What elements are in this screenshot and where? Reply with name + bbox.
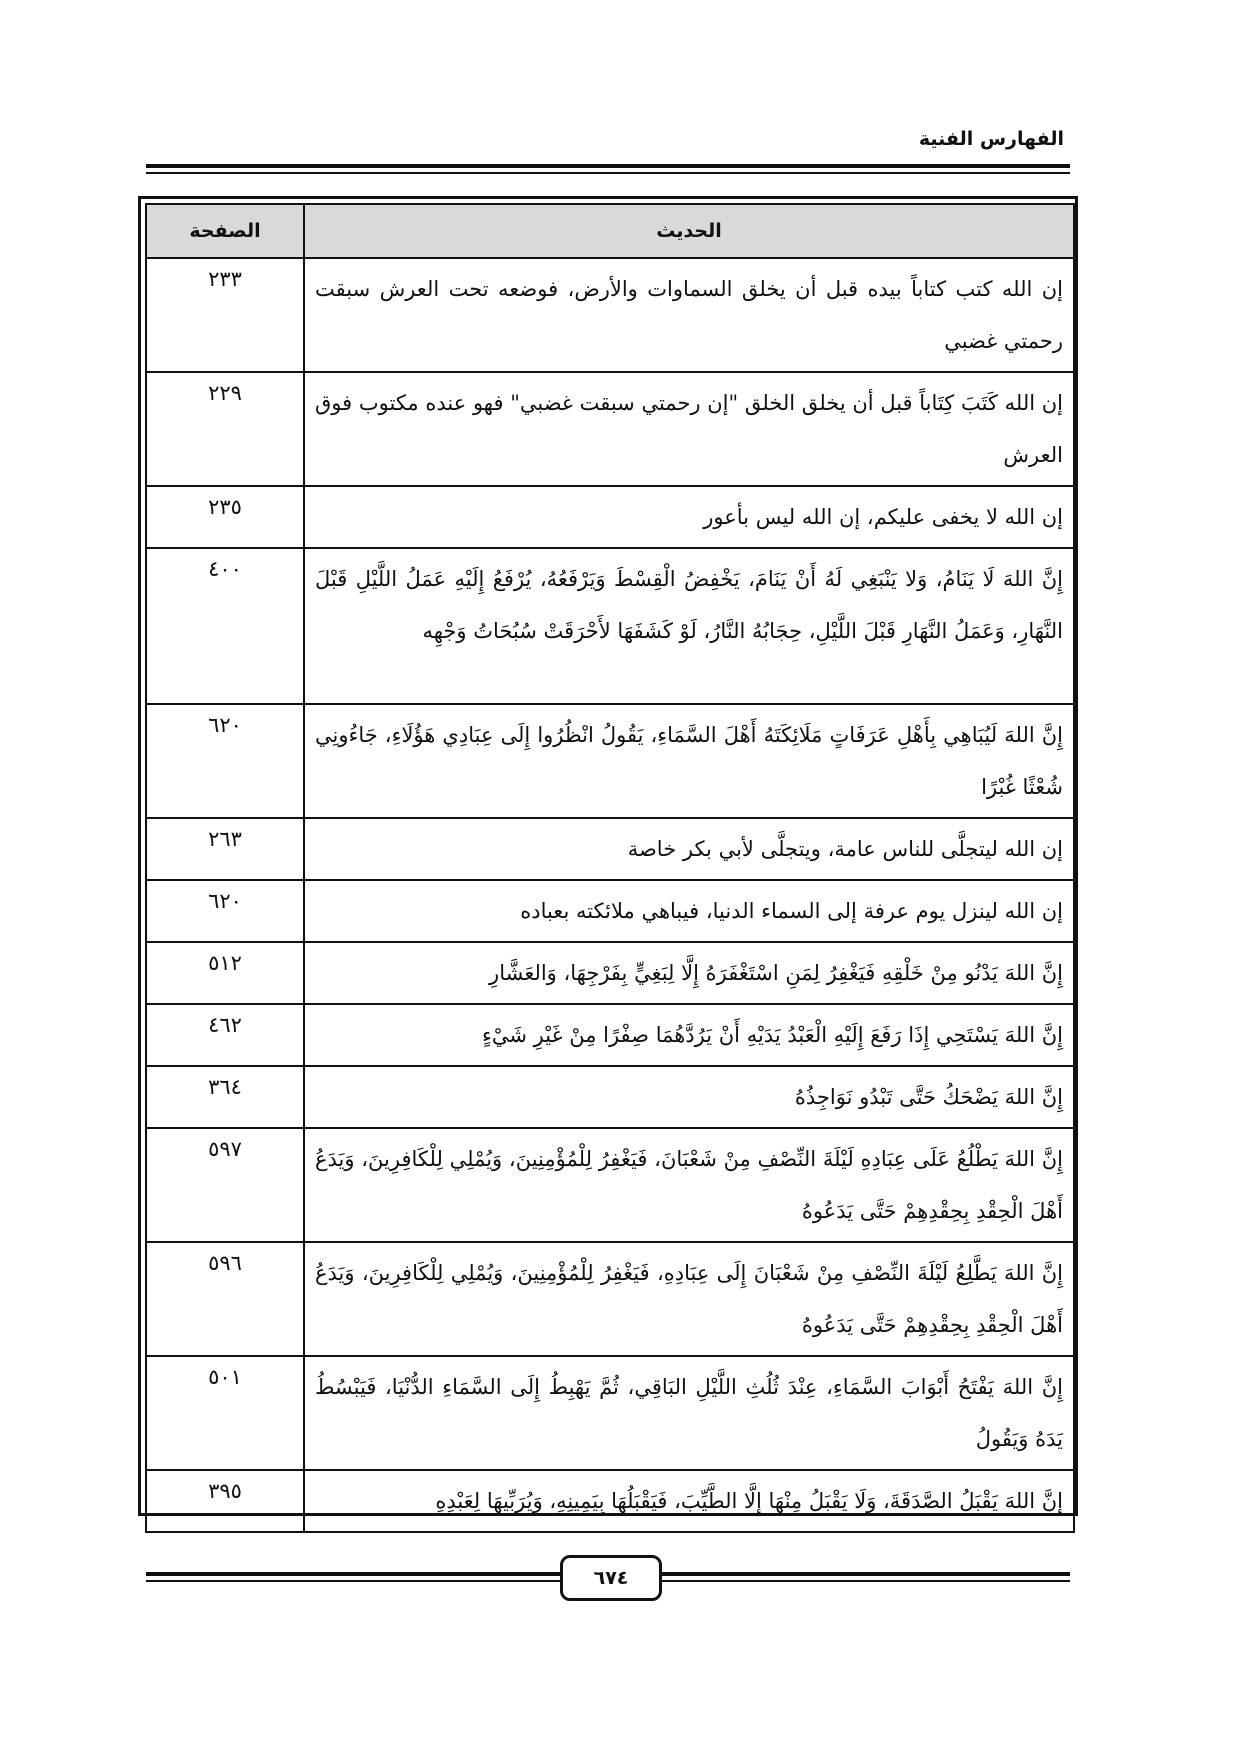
hadith-index-table xyxy=(145,203,1075,1533)
page-number-cell: ٣٦٤ xyxy=(146,1066,304,1128)
table-row xyxy=(146,1128,1074,1242)
hadith-text: إِنَّ اللهَ يَطْلُعُ عَلَى عِبَادِهِ لَيْلَةَ النِّصْفِ مِنْ شَعْبَانَ، فَيَغْفِرُ لِلْمُؤْمِنِينَ، وَيُمْلِي لِلْكَافِرِينَ، وَيَدَعُ أَهْلَ الْحِقْدِ بِحِقْدِهِمْ حَتَّى يَدَعُوهُ xyxy=(304,1128,1074,1242)
hadith-text: إِنَّ اللهَ يَطَّلِعُ لَيْلَةَ النِّصْفِ مِنْ شَعْبَانَ إِلَى عِبَادِهِ، فَيَغْفِرُ لِلْمُؤْمِنِينَ، وَيُمْلِي لِلْكَافِرِينَ، وَيَدَعُ أَهْلَ الْحِقْدِ بِحِقْدِهِمْ حَتَّى يَدَعُوهُ xyxy=(304,1242,1074,1356)
page-number-cell: ٣٩٥ xyxy=(146,1470,304,1532)
hadith-text: إن الله كَتَبَ كِتَاباً قبل أن يخلق الخلق "إن رحمتي سبقت غضبي" فهو عنده مكتوب فوق العرش xyxy=(304,372,1074,486)
hadith-text: إِنَّ اللهَ لَيُبَاهِي بِأَهْلِ عَرَفَاتٍ مَلَائِكَتَهُ أَهْلَ السَّمَاءِ، يَقُولُ انْظُرُوا إِلَى عِبَادِي هَؤُلَاءِ، جَاءُونِي شُعْثًا غُبْرًا xyxy=(304,704,1074,818)
page-number-cell: ٢٣٥ xyxy=(146,486,304,548)
table-header-row xyxy=(146,204,1074,258)
header-rule-thick xyxy=(146,164,1070,168)
hadith-text: إِنَّ اللهَ يَضْحَكُ حَتَّى تَبْدُو نَوَاجِذُهُ xyxy=(304,1066,1074,1128)
page-number-cell: ٤٠٠ xyxy=(146,548,304,704)
hadith-text: إِنَّ اللهَ لَا يَنَامُ، وَلا يَنْبَغِي لَهُ أَنْ يَنَامَ، يَخْفِضُ الْقِسْطَ وَيَرْفَعُهُ، يُرْفَعُ إِلَيْهِ عَمَلُ اللَّيْلِ قَبْلَ النَّهَارِ، وَعَمَلُ النَّهَارِ قَبْلَ اللَّيْلِ، حِجَابُهُ النَّارُ، لَوْ كَشَفَهَا لأَحْرَقَتْ سُبُحَاتُ وَجْهِه xyxy=(304,548,1074,704)
table-row xyxy=(146,486,1074,548)
page-number-cell: ٢٢٩ xyxy=(146,372,304,486)
hadith-index-table-frame xyxy=(138,196,1078,1516)
page-number-cell: ٥٠١ xyxy=(146,1356,304,1470)
page-number-cell: ٦٢٠ xyxy=(146,880,304,942)
page-number-cell: ٤٦٢ xyxy=(146,1004,304,1066)
hadith-text: إِنَّ اللهَ يَفْتَحُ أَبْوَابَ السَّمَاءِ، عِنْدَ ثُلُثِ اللَّيْلِ البَاقِي، ثُمَّ يَهْبِطُ إِلَى السَّمَاءِ الدُّنْيَا، فَيَبْسُطُ يَدَهُ وَيَقُولُ xyxy=(304,1356,1074,1470)
table-row xyxy=(146,1242,1074,1356)
page-number-badge: ٦٧٤ xyxy=(560,1555,662,1601)
table-row xyxy=(146,1004,1074,1066)
hadith-text: إن الله كتب كتاباً بيده قبل أن يخلق السماوات والأرض، فوضعه تحت العرش سبقت رحمتي غضبي xyxy=(304,258,1074,372)
table-row xyxy=(146,942,1074,1004)
hadith-text: إِنَّ اللهَ يَقْبَلُ الصَّدَقَةَ، وَلَا يَقْبَلُ مِنْهَا إِلَّا الطَّيِّبَ، فَيَقْبَلُهَا بِيَمِينِهِ، وَيُرَبِّيهَا لِعَبْدِهِ xyxy=(304,1470,1074,1532)
table-row xyxy=(146,704,1074,818)
hadith-text: إن الله ليتجلَّى للناس عامة، ويتجلَّى لأبي بكر خاصة xyxy=(304,818,1074,880)
table-row xyxy=(146,1356,1074,1470)
column-header-hadith: الحديث xyxy=(304,204,1074,258)
running-header-title: الفهارس الفنية xyxy=(918,128,1064,150)
table-row xyxy=(146,818,1074,880)
page-number-cell: ٥٩٦ xyxy=(146,1242,304,1356)
table-row xyxy=(146,1470,1074,1532)
table-row xyxy=(146,372,1074,486)
table-row xyxy=(146,1066,1074,1128)
hadith-text: إِنَّ اللهَ يَسْتَحِي إِذَا رَفَعَ إِلَيْهِ الْعَبْدُ يَدَيْهِ أَنْ يَرُدَّهُمَا صِفْرًا مِنْ غَيْرِ شَيْءٍ xyxy=(304,1004,1074,1066)
header-rule-thin xyxy=(146,172,1070,174)
table-row xyxy=(146,880,1074,942)
page-number-cell: ٢٦٣ xyxy=(146,818,304,880)
hadith-text: إن الله لينزل يوم عرفة إلى السماء الدنيا، فيباهي ملائكته بعباده xyxy=(304,880,1074,942)
table-row xyxy=(146,548,1074,704)
page-number-cell: ٥٩٧ xyxy=(146,1128,304,1242)
page-number-cell: ٢٣٣ xyxy=(146,258,304,372)
page-number-cell: ٦٢٠ xyxy=(146,704,304,818)
table-row xyxy=(146,258,1074,372)
column-header-page: الصفحة xyxy=(146,204,304,258)
hadith-text: إِنَّ اللهَ يَدْنُو مِنْ خَلْقِهِ فَيَغْفِرُ لِمَنِ اسْتَغْفَرَهُ إِلَّا لِبَغِيٍّ بِفَرْجِهَا، وَالعَشَّارِ xyxy=(304,942,1074,1004)
hadith-text: إن الله لا يخفى عليكم، إن الله ليس بأعور xyxy=(304,486,1074,548)
page-number-cell: ٥١٢ xyxy=(146,942,304,1004)
